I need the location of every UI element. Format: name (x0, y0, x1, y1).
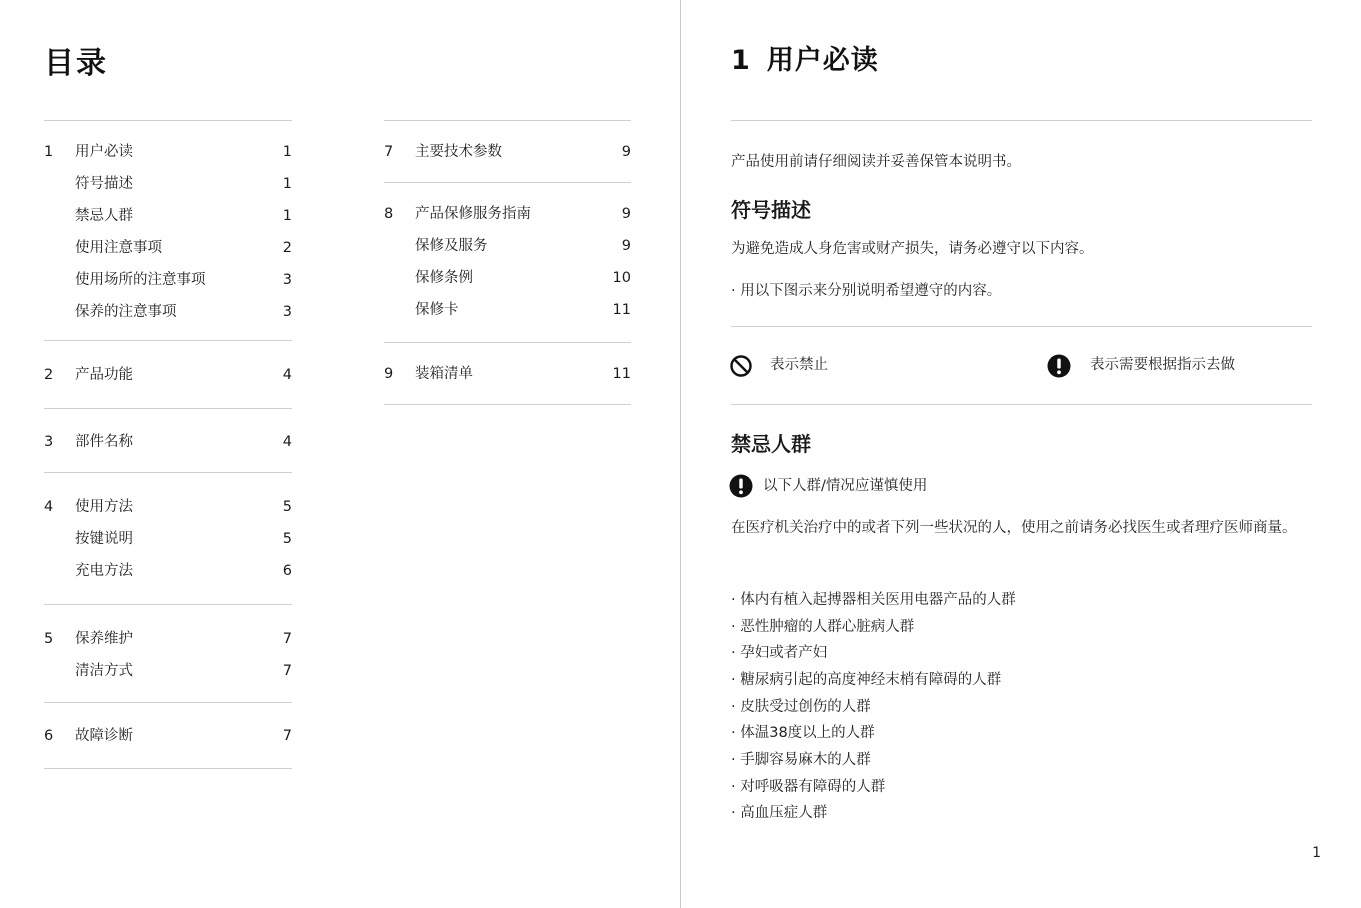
toc-entry[interactable] (44, 430, 292, 454)
toc-label: 保养维护 (75, 631, 133, 647)
toc-label: 禁忌人群 (75, 208, 133, 224)
list-item (731, 750, 871, 770)
toc-page-number: 9 (621, 238, 631, 254)
toc-number: 5 (44, 631, 54, 647)
bullet: · (731, 619, 736, 635)
divider (384, 120, 631, 121)
toc-number: 8 (384, 206, 394, 222)
list-item-text: 恶性肿瘤的人群心脏病人群 (740, 619, 915, 635)
list-item-text: 皮肤受过创伤的人群 (740, 699, 871, 715)
list-item (731, 803, 827, 823)
toc-page-number: 11 (612, 302, 631, 318)
toc-entry[interactable] (44, 527, 292, 551)
warning-text: 以下人群/情况应谨慎使用 (763, 478, 928, 494)
list-item-text: 高血压症人群 (740, 805, 828, 821)
toc-entry[interactable] (44, 627, 292, 651)
toc-entry[interactable] (384, 266, 631, 290)
toc-number: 1 (44, 144, 54, 160)
bullet: · (731, 672, 736, 688)
bullet: · (731, 699, 736, 715)
toc-label: 故障诊断 (75, 728, 133, 744)
toc-number: 7 (384, 144, 394, 160)
toc-page-number: 7 (282, 631, 292, 647)
toc-page-number: 2 (282, 240, 292, 256)
toc-label: 保修卡 (415, 302, 459, 318)
divider (44, 120, 292, 121)
toc-label: 主要技术参数 (415, 144, 502, 160)
list-item (731, 643, 827, 663)
toc-entry[interactable] (44, 363, 292, 387)
divider (44, 768, 292, 769)
toc-entry[interactable] (44, 204, 292, 228)
toc-label: 用户必读 (75, 144, 133, 160)
list-item (731, 697, 871, 717)
toc-page-number: 10 (612, 270, 631, 286)
intro-text: 产品使用前请仔细阅读并妥善保管本说明书。 (731, 154, 1021, 170)
list-item-text: 手脚容易麻木的人群 (740, 752, 871, 768)
toc-number: 9 (384, 366, 394, 382)
divider (384, 182, 631, 183)
exclamation-icon (729, 474, 753, 498)
list-item-text: 体内有植入起搏器相关医用电器产品的人群 (740, 592, 1016, 608)
bullet: · (731, 752, 736, 768)
bullet: · (731, 592, 736, 608)
toc-label: 按键说明 (75, 531, 133, 547)
toc-label: 使用注意事项 (75, 240, 162, 256)
toc-page-number: 7 (282, 663, 292, 679)
toc-label: 产品保修服务指南 (415, 206, 531, 222)
list-item-text: 体温38度以上的人群 (740, 725, 875, 741)
toc-page-number: 3 (282, 304, 292, 320)
toc-label: 保修及服务 (415, 238, 488, 254)
contraindication-paragraph: 在医疗机关治疗中的或者下列一些状况的人，使用之前请务必找医生或者理疗医师商量。 (731, 520, 1297, 536)
toc-label: 使用方法 (75, 499, 133, 515)
toc-entry[interactable] (384, 202, 631, 226)
toc-number: 2 (44, 367, 54, 383)
toc-entry[interactable] (384, 298, 631, 322)
toc-page-number: 4 (282, 434, 292, 450)
toc-entry[interactable] (384, 362, 631, 386)
divider (44, 604, 292, 605)
toc-page-number: 1 (282, 176, 292, 192)
list-item (731, 590, 1016, 610)
instruction-label: 表示需要根据指示去做 (1090, 357, 1235, 373)
symbols-text: 为避免造成人身危害或财产损失，请务必遵守以下内容。 (731, 241, 1094, 257)
toc-page-number: 5 (282, 531, 292, 547)
chapter-title-text: 用户必读 (766, 45, 879, 76)
prohibition-label: 表示禁止 (770, 357, 828, 373)
toc-page-number: 5 (282, 499, 292, 515)
divider (384, 404, 631, 405)
exclamation-icon (1047, 354, 1071, 378)
section-heading-symbols: 符号描述 (731, 198, 811, 222)
toc-page-number: 4 (282, 367, 292, 383)
chapter-page (681, 0, 1361, 908)
toc-page-number: 9 (621, 144, 631, 160)
toc-label: 充电方法 (75, 563, 133, 579)
toc-title: 目录 (44, 46, 108, 81)
toc-entry[interactable] (44, 140, 292, 164)
divider (384, 342, 631, 343)
toc-page-number: 7 (282, 728, 292, 744)
divider (731, 404, 1312, 405)
divider (44, 472, 292, 473)
chapter-number: 1 (731, 45, 751, 76)
prohibition-icon (729, 354, 753, 378)
toc-page-number: 1 (282, 208, 292, 224)
page-number: 1 (1312, 845, 1321, 861)
divider (731, 326, 1312, 327)
toc-number: 3 (44, 434, 54, 450)
list-item-text: 糖尿病引起的高度神经末梢有障碍的人群 (740, 672, 1002, 688)
bullet: · (731, 645, 736, 661)
toc-page (0, 0, 680, 908)
toc-entry[interactable] (384, 234, 631, 258)
toc-page-number: 9 (621, 206, 631, 222)
toc-entry[interactable] (44, 300, 292, 324)
toc-page-number: 6 (282, 563, 292, 579)
toc-label: 清洁方式 (75, 663, 133, 679)
bullet: · (731, 805, 736, 821)
divider (44, 340, 292, 341)
bullet: · (731, 779, 736, 795)
toc-entry[interactable] (44, 724, 292, 748)
symbols-note: · 用以下图示来分别说明希望遵守的内容。 (731, 283, 1002, 299)
toc-entry[interactable] (44, 236, 292, 260)
toc-label: 保养的注意事项 (75, 304, 177, 320)
toc-label: 使用场所的注意事项 (75, 272, 206, 288)
toc-entry[interactable] (44, 172, 292, 196)
divider (731, 120, 1312, 121)
list-item-text: 对呼吸器有障碍的人群 (740, 779, 886, 795)
chapter-title (731, 38, 879, 77)
section-heading-contraindications: 禁忌人群 (731, 432, 811, 456)
divider (44, 702, 292, 703)
toc-label: 保修条例 (415, 270, 473, 286)
toc-number: 4 (44, 499, 54, 515)
toc-entry[interactable] (44, 559, 292, 583)
toc-label: 符号描述 (75, 176, 133, 192)
toc-label: 产品功能 (75, 367, 133, 383)
list-item (731, 777, 885, 797)
list-item (731, 670, 1001, 690)
list-item (731, 723, 875, 743)
toc-label: 装箱清单 (415, 366, 473, 382)
toc-entry[interactable] (44, 495, 292, 519)
toc-entry[interactable] (384, 140, 631, 164)
toc-number: 6 (44, 728, 54, 744)
divider (44, 408, 292, 409)
toc-entry[interactable] (44, 268, 292, 292)
toc-page-number: 3 (282, 272, 292, 288)
list-item-text: 孕妇或者产妇 (740, 645, 828, 661)
toc-entry[interactable] (44, 659, 292, 683)
list-item (731, 617, 914, 637)
toc-page-number: 1 (282, 144, 292, 160)
bullet: · (731, 725, 736, 741)
toc-page-number: 11 (612, 366, 631, 382)
toc-label: 部件名称 (75, 434, 133, 450)
